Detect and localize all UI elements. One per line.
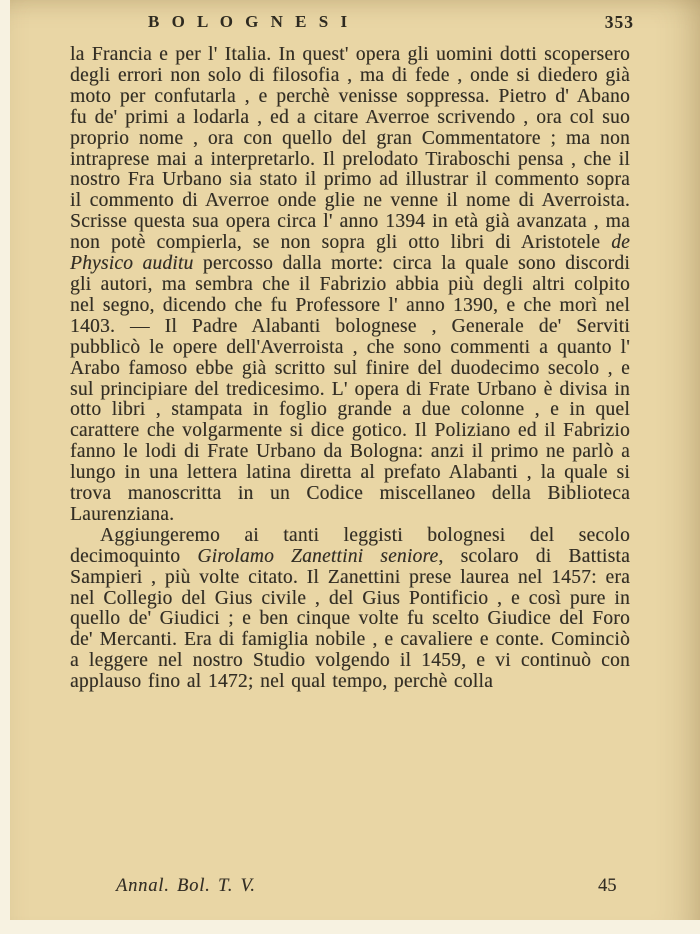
header-page-number: 353	[604, 12, 634, 32]
paragraph1-text: la Francia e per l' Italia. In quest' opera gli uomini dotti scopersero degli errori non solo di filosofia , ma di fede , onde si diedero già moto per confutarla , e perchè venisse soppressa. Pietro d' Abano fu de' primi a lodarla , ed a citare Averroe scrivendo , ora col suo proprio nome , ora con quello del gran Commentatore ; ma non intraprese mai a interpretarlo. Il prelodato Tiraboschi pensa , che il nostro Fra Urbano sia stato il primo ad illustrar il commento sopra il commento di Averroe onde glie ne venne il nome di Averroista. Scrisse questa sua opera circa l' anno 1394 in età già avanzata , ma non potè compierla, se non sopra gli otto libri di Aristotele	[70, 44, 630, 254]
footer-citation: Annal. Bol. T. V.	[116, 876, 256, 896]
paragraph-continuation	[70, 45, 630, 526]
scan-edge-bottom	[0, 920, 700, 934]
footer-page-number: 45	[598, 876, 617, 896]
paragraph1-text-continued: percosso dalla morte: circa la quale sono discordi gli autori, ma sembra che il Fabrizio abbia più degli altri colpito nel segno, dicendo che fu Professore l' anno 1390, e che morì nel 1403. — Il Padre Alabanti bolognese , Generale de' Serviti pubblicò le opere dell'Averroista , che sono commenti a quanto l' Arabo famoso ebbe già scritto sul finire del duodecimo secolo , e sul principiare del tredicesimo. L' opera di Frate Urbano è divisa in otto libri , stampata in foglio grande a due colonne , e in quel carattere che volgarmente si dice gotico. Il Poliziano ed il Fabrizio fanno le lodi di Frate Urbano da Bologna: anzi il primo ne parlò a lungo in una lettera latina diretta al prefato Alabanti , la quale si trova manoscritta in un Codice miscellaneo della Biblioteca Laurenziana.	[70, 253, 630, 525]
page-header	[0, 10, 700, 40]
paragraph2-text-continued: , scolaro di Battista Sampieri , più volte citato. Il Zanettini prese laurea nel 1457: era nel Collegio del Gius civile , del Gius Pontificio , e così pure in quello de' Giudici ; e ben cinque volte fu scelto Giudice del Foro de' Mercanti. Era di famiglia nobile , e cavaliere e conte. Cominciò a leggere nel nostro Studio volgendo il 1459, e vi continuò con applauso fino al 1472; nel qual tempo, perchè colla	[70, 545, 631, 693]
text-block	[70, 45, 630, 693]
paragraph2-italic-name: Girolamo Zanettini seniore	[197, 545, 439, 567]
running-title: B O L O G N E S I	[148, 12, 352, 31]
paragraph1-italic-title: de Physico auditu	[70, 232, 630, 275]
paragraph-zanettini	[70, 526, 630, 693]
scan-edge-left	[0, 0, 10, 934]
paragraph2-text: Aggiungeremo ai tanti leggisti bolognesi del secolo decimoquinto	[70, 524, 630, 567]
page-footer	[0, 876, 700, 902]
